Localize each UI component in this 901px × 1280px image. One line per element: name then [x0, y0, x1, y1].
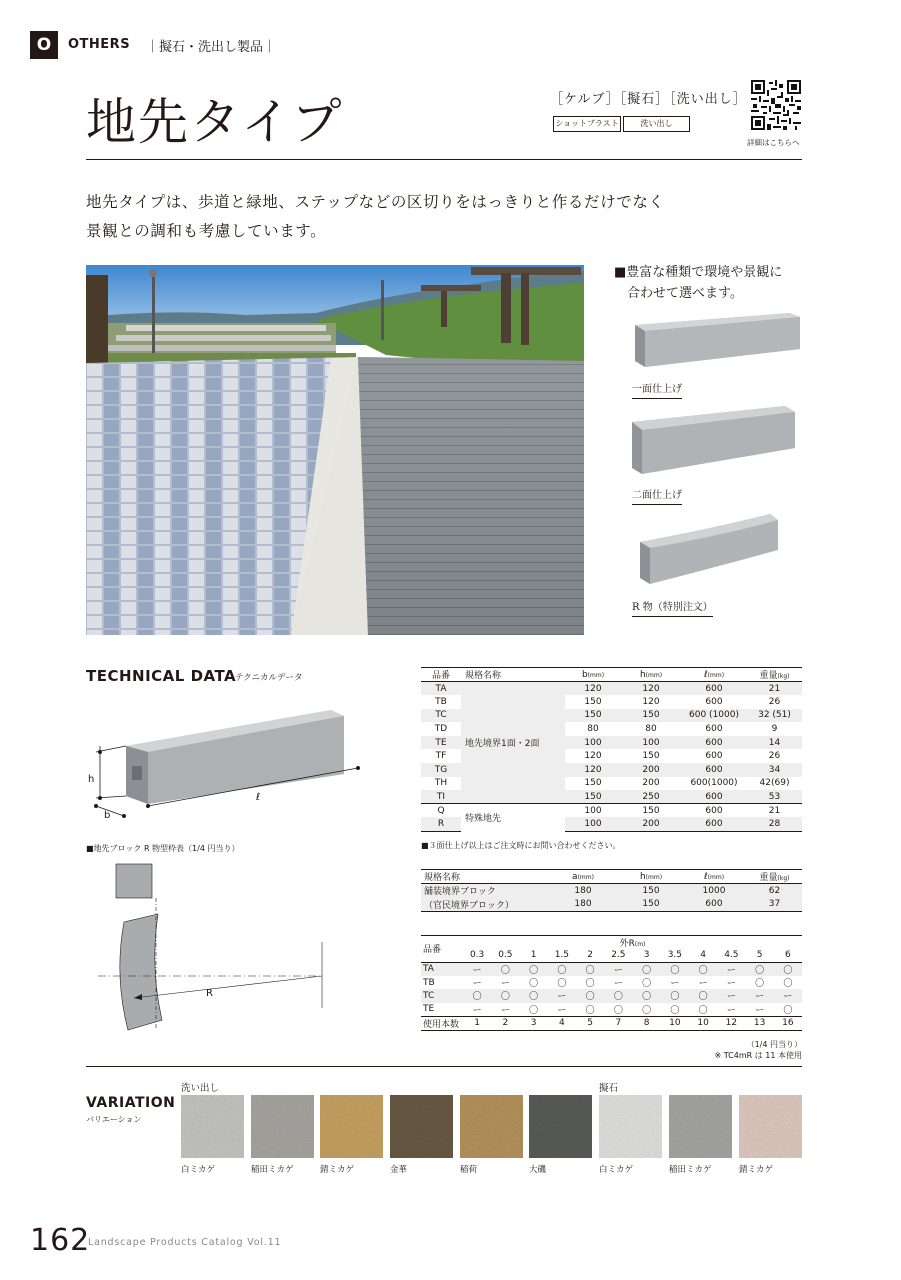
- radius-cell: 〇: [576, 962, 604, 976]
- variation-group-artificial-stone: 擬石: [599, 1083, 619, 1094]
- th-l: ℓ(mm): [681, 668, 747, 682]
- radius-cell: 1: [463, 1016, 491, 1030]
- radius-cell: 5: [576, 1016, 604, 1030]
- radius-cell: ー: [726, 1005, 736, 1016]
- radius-cell: 10: [661, 1016, 689, 1030]
- radius-cell: 〇: [689, 962, 717, 976]
- pavement-boundary-table: [421, 869, 802, 912]
- r-form-diagram: [86, 858, 336, 1038]
- swatch-tile: [599, 1095, 662, 1158]
- radius-header: 1: [530, 950, 537, 961]
- radius-cell: ー: [698, 979, 708, 990]
- swatch-tile: [390, 1095, 453, 1158]
- radius-cell: 4: [548, 1016, 576, 1030]
- table-row: [421, 989, 802, 1002]
- table-row: TD 80 80 600 9: [434, 724, 778, 735]
- radius-table: [421, 935, 802, 1031]
- finish-tag-washout: 洗い出し: [623, 116, 690, 132]
- swatch-tile: [320, 1095, 383, 1158]
- radius-cell: 〇: [529, 979, 539, 990]
- swatch-tile: [181, 1095, 244, 1158]
- table-row: TA 地先境界1面・2面 120 120 600 21: [421, 682, 802, 696]
- radius-cell: 〇: [604, 989, 632, 1002]
- radius-header: 4: [700, 950, 706, 961]
- swatch-tile: [669, 1095, 732, 1158]
- table-row: TI 150 250 600 53: [421, 790, 802, 804]
- page-number: 162: [30, 1223, 91, 1258]
- radius-cell: 〇: [783, 979, 793, 990]
- swatch-caption: 稲田ミカゲ: [669, 1165, 712, 1175]
- diagram-label-l: ℓ: [256, 792, 261, 803]
- t2-th-h: h(mm): [621, 870, 681, 884]
- table-row: 舗装境界ブロック 180 150 1000 62: [421, 884, 802, 898]
- radius-cell: ー: [604, 962, 632, 976]
- radius-header: 0.5: [498, 950, 513, 961]
- swatch-caption: 白ミカゲ: [181, 1165, 216, 1175]
- block-two-face-image: [620, 400, 805, 480]
- radius-cell: 2: [491, 1016, 519, 1030]
- variation-group-washout: 洗い出し: [181, 1083, 220, 1094]
- radius-cell: 〇: [661, 989, 689, 1002]
- radius-header: 2: [587, 950, 593, 961]
- th-h: h(mm): [621, 668, 681, 682]
- swatch-caption: 白ミカゲ: [599, 1165, 634, 1175]
- table-row: [421, 962, 802, 976]
- radius-cell: 〇: [520, 962, 548, 976]
- variation-subtitle: バリエーション: [86, 1115, 142, 1124]
- block-dimension-diagram: [86, 696, 376, 826]
- walkway-photo: [86, 265, 584, 635]
- radius-cell: 〇: [642, 1005, 652, 1016]
- catalog-name: Landscape Products Catalog Vol.11: [88, 1237, 282, 1248]
- block-caption-one-face: 一面仕上げ: [632, 380, 682, 399]
- radius-cell: ー: [755, 1005, 765, 1016]
- table-row: R 100 200 600 28: [421, 817, 802, 831]
- table-row: [421, 976, 802, 989]
- qr-code-icon[interactable]: [751, 80, 801, 130]
- block-caption-r-type: R 物（特別注文）: [632, 598, 713, 617]
- page-title: 地先タイプ: [86, 93, 344, 151]
- block-caption-two-face: 二面仕上げ: [632, 486, 682, 505]
- radius-cell: 〇: [613, 1005, 623, 1016]
- table-row: [421, 1003, 802, 1017]
- radius-header: 5: [756, 950, 763, 961]
- technical-data-subtitle: テクニカルデータ: [235, 673, 303, 683]
- swatch-caption: 稲田ミカゲ: [251, 1165, 294, 1175]
- radius-cell: ー: [500, 979, 510, 990]
- radius-cell: 〇: [585, 1005, 595, 1016]
- table-row: [421, 1016, 802, 1030]
- finish-tag-shotblast: ショットブラスト: [553, 116, 621, 132]
- block-r-type-image: [620, 508, 805, 593]
- radius-cell: ー: [670, 979, 680, 990]
- radius-header: 3: [643, 950, 650, 961]
- swatch-tile: [529, 1095, 592, 1158]
- table-row: TC 150 150 600 (1000) 32 (51): [421, 709, 802, 723]
- intro-text: [86, 188, 665, 246]
- diagram-label-h: h: [88, 774, 95, 785]
- category-jp: ｜擬石・洗出し製品｜: [146, 40, 277, 55]
- row-label: TA: [421, 962, 463, 976]
- radius-cell: ー: [472, 1005, 482, 1016]
- feature-heading: [614, 262, 782, 304]
- category-code-badge: O: [30, 31, 58, 59]
- radius-cell: ー: [726, 979, 736, 990]
- title-divider: [86, 159, 802, 160]
- radius-cell: ー: [557, 1005, 567, 1016]
- radius-cell: ー: [463, 962, 491, 976]
- t3-th-code: 品番: [421, 936, 463, 963]
- diagram-label-b: b: [104, 810, 111, 821]
- radius-cell: ー: [774, 989, 802, 1002]
- radius-cell: 〇: [698, 1005, 708, 1016]
- product-tags: ［ケルブ］［擬石］［洗い出し］: [550, 92, 747, 107]
- table-row: TE 100 100 600 14: [421, 736, 802, 750]
- swatch-caption: 稲荷: [460, 1165, 478, 1175]
- radius-cell: 〇: [557, 979, 567, 990]
- radius-cell: 〇: [520, 989, 548, 1002]
- table-row: TG 120 200 600 34: [421, 763, 802, 777]
- radius-cell: ー: [500, 1005, 510, 1016]
- feature-heading-line-2: 合わせて選べます。: [614, 286, 743, 301]
- radius-header: 4.5: [724, 950, 739, 961]
- radius-cell: 〇: [689, 989, 717, 1002]
- spec-table: [421, 667, 802, 832]
- radius-header: 3.5: [667, 950, 683, 961]
- radius-header: 1.5: [554, 950, 570, 961]
- radius-cell: 〇: [633, 989, 661, 1002]
- radius-header: 2.5: [611, 950, 626, 961]
- qr-caption: 詳細はこちらへ: [747, 138, 800, 147]
- radius-cell: ー: [548, 989, 576, 1002]
- variation-divider: [86, 1066, 802, 1067]
- th-code: 品番: [421, 668, 461, 682]
- feature-heading-line-1: ■豊富な種類で環境や景観に: [614, 265, 783, 280]
- group1-name: 地先境界1面・2面: [461, 682, 565, 804]
- radius-cell: 〇: [491, 962, 519, 976]
- radius-header: 6: [785, 950, 791, 961]
- table-row: TH 150 200 600(1000) 42(69): [434, 778, 790, 789]
- row-label: 使用本数: [421, 1016, 463, 1030]
- block-one-face-image: [620, 305, 805, 375]
- radius-cell: 〇: [585, 979, 595, 990]
- radius-cell: 3: [520, 1016, 548, 1030]
- table1-note: ■３面仕上げ以上はご注文時にお問い合わせください。: [421, 841, 621, 850]
- radius-cell: 〇: [491, 989, 519, 1002]
- radius-cell: 〇: [755, 979, 765, 990]
- swatch-tile: [739, 1095, 802, 1158]
- radius-cell: 〇: [548, 962, 576, 976]
- table-row: Q 特殊地先 100 150 600 21: [421, 804, 802, 818]
- row-label: TC: [421, 989, 463, 1002]
- r-form-caption: ■地先ブロック R 物型枠表（1/4 円当り）: [86, 844, 240, 853]
- radius-cell: 〇: [783, 1005, 793, 1016]
- radius-cell: 〇: [746, 962, 774, 976]
- radius-cell: ー: [472, 979, 482, 990]
- radius-cell: 〇: [670, 1005, 680, 1016]
- table-row: （官民境界ブロック） 180 150 600 37: [421, 898, 802, 912]
- radii-header-row: [421, 949, 802, 962]
- radius-cell: 〇: [642, 979, 652, 990]
- radius-cell: 〇: [633, 962, 661, 976]
- technical-data-title: TECHNICAL DATA: [86, 667, 237, 685]
- radius-cell: ー: [717, 989, 745, 1002]
- radius-cell: ー: [717, 962, 745, 976]
- swatch-caption: 錆ミカゲ: [739, 1165, 774, 1175]
- radius-cell: 〇: [529, 1005, 539, 1016]
- radius-cell: ー: [746, 989, 774, 1002]
- category-en: OTHERS: [68, 37, 131, 52]
- th-b: b(mm): [565, 668, 621, 682]
- diagram-label-r: R: [206, 988, 213, 999]
- table3-note-1: （1/4 円当り）: [746, 1040, 802, 1049]
- swatch-caption: 錆ミカゲ: [320, 1165, 355, 1175]
- radius-cell: 〇: [576, 989, 604, 1002]
- t2-th-a: a(mm): [545, 870, 621, 884]
- t2-th-l: ℓ(mm): [681, 870, 747, 884]
- group2-name: 特殊地先: [461, 804, 565, 831]
- row-label: TE: [423, 1004, 435, 1015]
- row-label: TB: [423, 977, 435, 988]
- t3-th-radius: 外R(m): [463, 936, 802, 950]
- swatch-tile: [460, 1095, 523, 1158]
- radius-cell: 8: [633, 1016, 661, 1030]
- radius-header: 0.3: [469, 950, 485, 961]
- radius-cell: 〇: [774, 962, 802, 976]
- table-row: TB 150 120 600 26: [435, 696, 781, 707]
- radius-cell: 16: [774, 1016, 802, 1030]
- t2-th-weight: 重量(kg): [747, 870, 802, 884]
- swatch-tile: [251, 1095, 314, 1158]
- t2-th-name: 規格名称: [421, 870, 545, 884]
- swatch-caption: 大磯: [529, 1165, 547, 1175]
- table3-note-2: ※ TC4mR は 11 本使用: [714, 1051, 802, 1060]
- th-spec-name: 規格名称: [461, 668, 565, 682]
- intro-line-1: 地先タイプは、歩道と緑地、ステップなどの区切りをはっきりと作るだけでなく: [86, 193, 665, 211]
- radius-cell: ー: [613, 979, 623, 990]
- radius-cell: 10: [689, 1016, 717, 1030]
- table-row: TF 120 150 600 26: [435, 751, 781, 762]
- radius-cell: 7: [604, 1016, 632, 1030]
- variation-title: VARIATION: [86, 1095, 176, 1111]
- radius-cell: 13: [746, 1016, 774, 1030]
- radius-cell: 12: [717, 1016, 745, 1030]
- swatch-caption: 金華: [390, 1165, 408, 1175]
- radius-cell: 〇: [661, 962, 689, 976]
- th-weight: 重量(kg): [747, 668, 802, 682]
- radius-cell: 〇: [463, 989, 491, 1002]
- intro-line-2: 景観との調和も考慮しています。: [86, 222, 327, 240]
